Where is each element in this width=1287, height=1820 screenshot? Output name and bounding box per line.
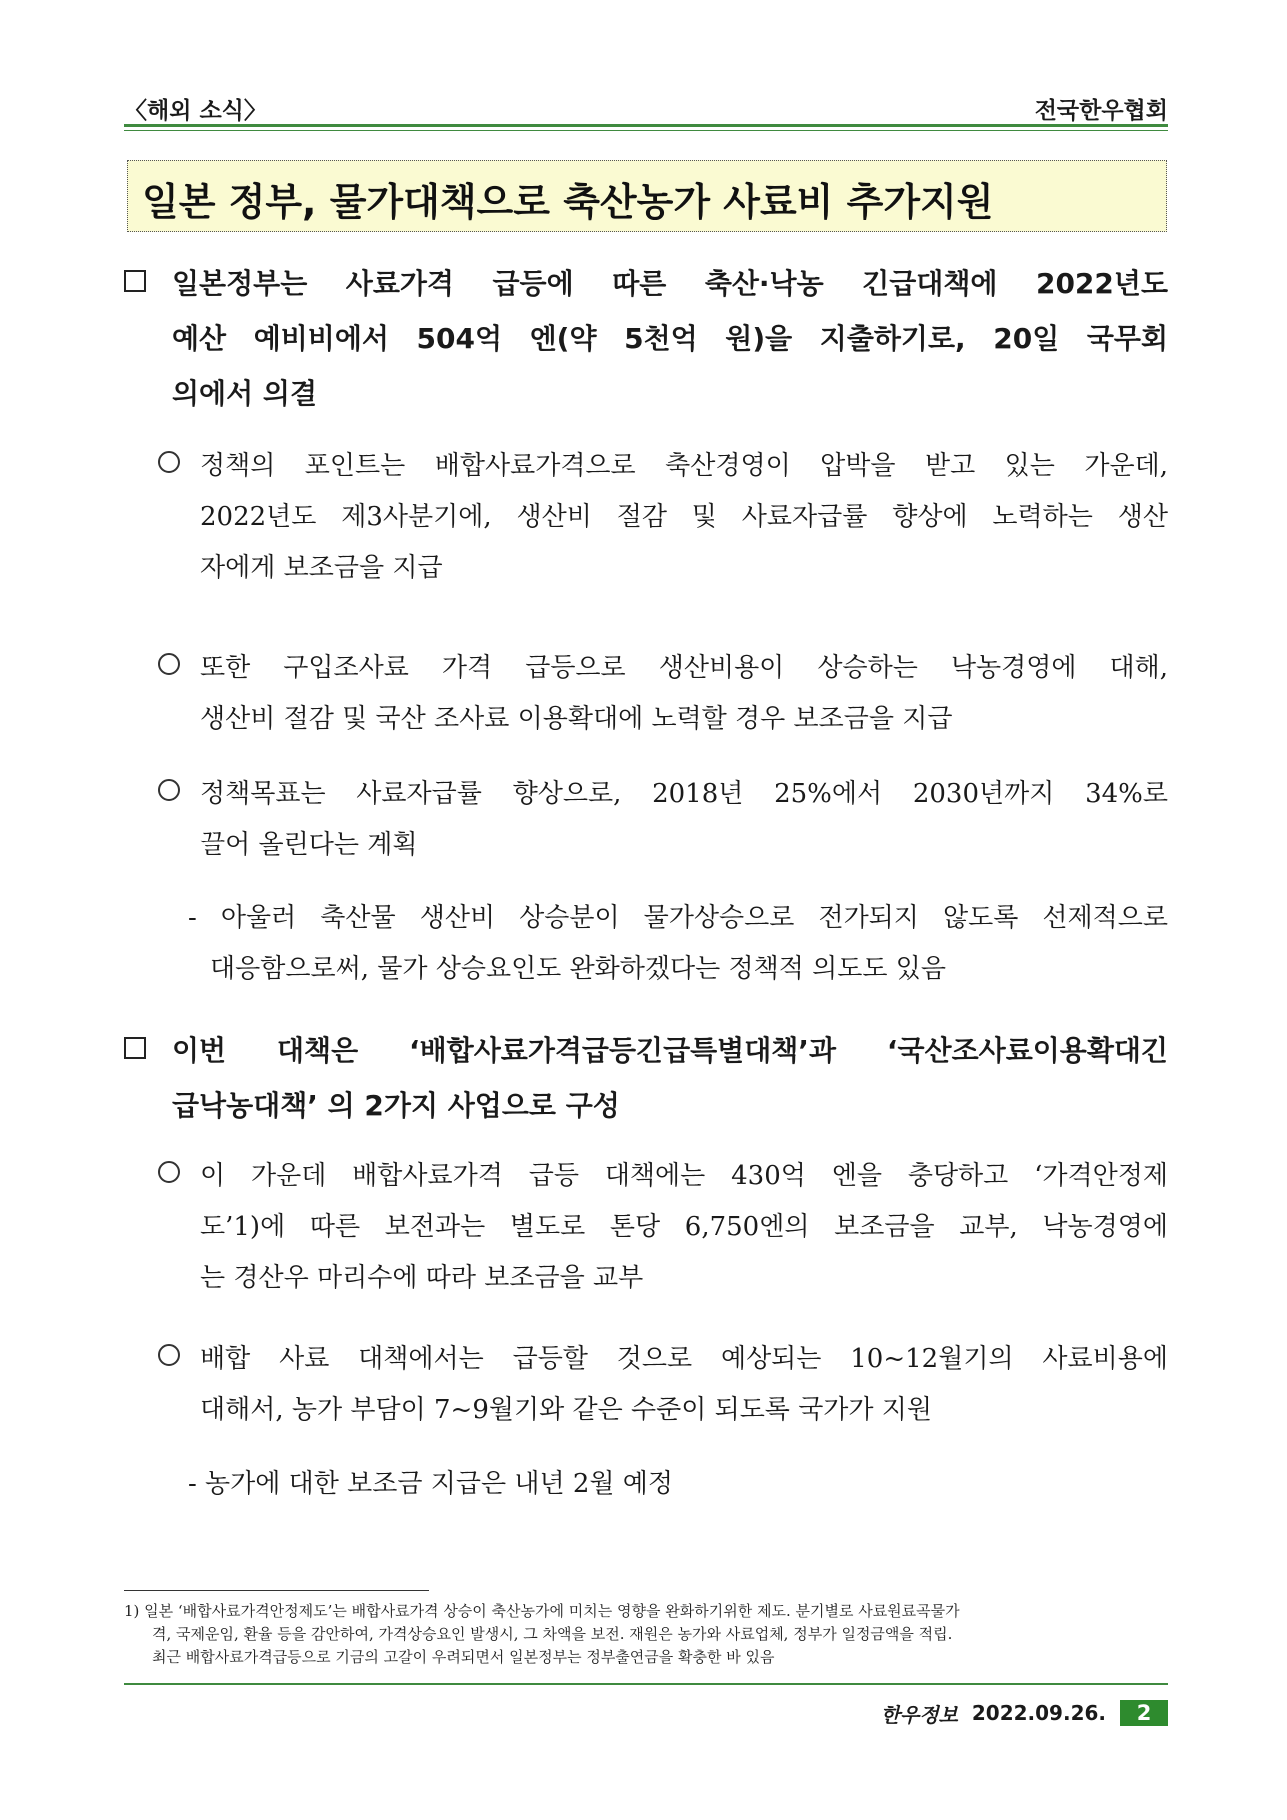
sub-bullet-line: 생산비 절감 및 국산 조사료 이용확대에 노력할 경우 보조금을 지급 xyxy=(200,704,953,734)
sub-bullet-line: 도’1)에 따른 보전과는 별도로 톤당 6,750엔의 보조금을 교부, 낙농경영에 xyxy=(200,1212,1168,1242)
header-rule-thin xyxy=(124,130,1168,131)
footnote-line: 최근 배합사료가격급등으로 기금의 고갈이 우려되면서 일본정부는 정부출연금을 확충한 바 있음 xyxy=(152,1648,775,1666)
circle-bullet-icon xyxy=(158,653,180,675)
title-box xyxy=(127,160,1167,232)
organization-name: 전국한우협회 xyxy=(1034,98,1168,124)
footnote-rule xyxy=(124,1590,429,1591)
sub-bullet-line: 2022년도 제3사분기에, 생산비 절감 및 사료자급률 향상에 노력하는 생산 xyxy=(200,502,1168,532)
page-number: 2 xyxy=(1120,1700,1168,1726)
circle-bullet-icon xyxy=(158,779,180,801)
footnote-line: 1) 일본 ‘배합사료가격안정제도’는 배합사료가격 상승이 축산농가에 미치는 영향을 완화하기위한 제도. 분기별로 사료원료곡물가 xyxy=(124,1602,960,1620)
bullet-line: 의에서 의결 xyxy=(172,377,317,410)
header-rule xyxy=(124,124,1168,127)
footnote-line: 격, 국제운임, 환율 등을 감안하여, 가격상승요인 발생시, 그 차액을 보전. 재원은 농가와 사료업체, 정부가 일정금액을 적립. xyxy=(152,1625,953,1643)
bullet-line: 급낙농대책’ 의 2가지 사업으로 구성 xyxy=(172,1089,620,1122)
circle-bullet-icon xyxy=(158,1161,180,1183)
sub-bullet-line: 정책의 포인트는 배합사료가격으로 축산경영이 압박을 받고 있는 가운데, xyxy=(200,451,1168,481)
page-footer xyxy=(881,1698,1168,1728)
bullet-line: 이번 대책은 ‘배합사료가격급등긴급특별대책’과 ‘국산조사료이용확대긴 xyxy=(172,1034,1168,1067)
circle-bullet-icon xyxy=(158,451,180,473)
footer-rule xyxy=(124,1683,1168,1685)
bullet-line: 예산 예비비에서 504억 엔(약 5천억 원)을 지출하기로, 20일 국무회 xyxy=(172,322,1168,355)
page-header xyxy=(124,86,1168,126)
dash-line: - 농가에 대한 보조금 지급은 내년 2월 예정 xyxy=(188,1469,674,1499)
publication-date: 2022.09.26. xyxy=(971,1701,1106,1725)
sub-bullet-line: 는 경산우 마리수에 따라 보조금을 교부 xyxy=(200,1263,644,1293)
dash-line: 대응함으로써, 물가 상승요인도 완화하겠다는 정책적 의도도 있음 xyxy=(210,954,946,984)
section-label: 〈해외 소식〉 xyxy=(124,98,267,124)
sub-bullet-line: 또한 구입조사료 가격 급등으로 생산비용이 상승하는 낙농경영에 대해, xyxy=(200,653,1168,683)
page-title: 일본 정부, 물가대책으로 축산농가 사료비 추가지원 xyxy=(142,180,994,224)
square-bullet-icon xyxy=(124,1037,146,1059)
sub-bullet-line: 대해서, 농가 부담이 7~9월기와 같은 수준이 되도록 국가가 지원 xyxy=(200,1395,933,1425)
sub-bullet-line: 끌어 올린다는 계획 xyxy=(200,830,418,860)
dash-line: - 아울러 축산물 생산비 상승분이 물가상승으로 전가되지 않도록 선제적으로 xyxy=(188,903,1168,933)
sub-bullet-line: 자에게 보조금을 지급 xyxy=(200,553,443,583)
sub-bullet-line: 배합 사료 대책에서는 급등할 것으로 예상되는 10~12월기의 사료비용에 xyxy=(200,1344,1168,1374)
square-bullet-icon xyxy=(124,270,146,292)
footnote xyxy=(124,1600,1168,1669)
sub-bullet-line: 이 가운데 배합사료가격 급등 대책에는 430억 엔을 충당하고 ‘가격안정제 xyxy=(200,1161,1168,1191)
bullet-line: 일본정부는 사료가격 급등에 따른 축산·낙농 긴급대책에 2022년도 xyxy=(172,267,1168,300)
publication-name: 한우정보 xyxy=(880,1702,958,1727)
circle-bullet-icon xyxy=(158,1344,180,1366)
sub-bullet-line: 정책목표는 사료자급률 향상으로, 2018년 25%에서 2030년까지 34%로 xyxy=(200,779,1168,809)
